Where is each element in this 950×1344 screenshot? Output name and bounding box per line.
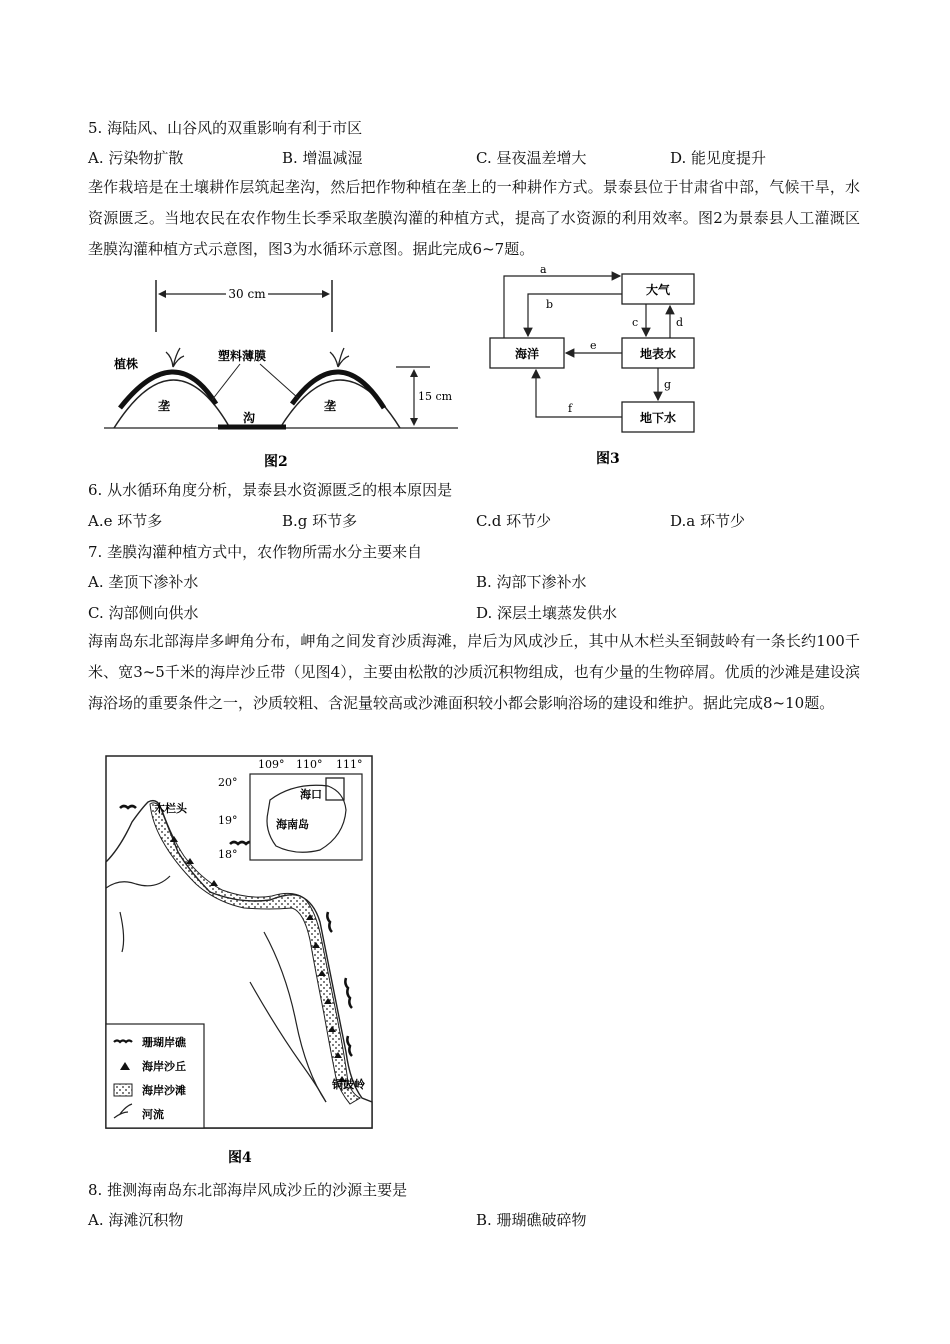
figure-4-hainan-map <box>100 752 390 1172</box>
q7-stem: 7. 垄膜沟灌种植方式中，农作物所需水分主要来自 <box>88 543 423 561</box>
q6-option-b: B.g 环节多 <box>282 512 358 530</box>
q6-option-a: A.e 环节多 <box>88 512 163 530</box>
ridge-label-right: 垄 <box>324 399 337 413</box>
q6-stem: 6. 从水循环角度分析，景泰县水资源匮乏的根本原因是 <box>88 481 453 499</box>
q7-option-c: C. 沟部侧向供水 <box>88 604 199 622</box>
atmosphere-label: 大气 <box>645 283 671 297</box>
lat-label-18: 18° <box>218 848 238 861</box>
legend-coral-reef: 珊瑚岸礁 <box>142 1036 186 1049</box>
figure-3-caption: 图3 <box>596 451 620 467</box>
furrow-label: 沟 <box>243 411 256 425</box>
place-mulantou: 木栏头 <box>154 802 187 815</box>
arrow-a-label: a <box>540 264 547 276</box>
figure-4-caption: 图4 <box>228 1150 252 1166</box>
ocean-label: 海洋 <box>514 347 540 361</box>
q8-stem: 8. 推测海南岛东北部海岸风成沙丘的沙源主要是 <box>88 1181 408 1199</box>
q5-option-a: A. 污染物扩散 <box>88 149 184 167</box>
place-tongguling: 铜鼓岭 <box>332 1078 365 1091</box>
width-label: 30 cm <box>228 287 266 301</box>
passage-hainan-coast: 海南岛东北部海岸多岬角分布，岬角之间发育沙质海滩，岸后为风成沙丘，其中从木栏头至铜鼓岭有一条长约100千米、宽3~5千米的海岸沙丘带（见图4），主要由松散的沙质沉积物组成，也有少量的生物碎屑。优质的沙滩是建设滨海浴场的重要条件之一，沙质较粗、含泥量较高或沙滩面积较小都会影响浴场的建设和维护。据此完成8~10题。 <box>88 632 860 712</box>
lat-label-19: 19° <box>218 814 238 827</box>
groundwater-label: 地下水 <box>639 411 677 425</box>
q5-option-b: B. 增温减湿 <box>282 149 363 167</box>
arrow-c-label: c <box>632 316 639 329</box>
q7-option-a: A. 垄顶下渗补水 <box>88 573 199 591</box>
height-label: 15 cm <box>418 390 453 403</box>
q7-option-d: D. 深层土壤蒸发供水 <box>476 604 618 622</box>
legend-coastal-dune: 海岸沙丘 <box>142 1060 186 1073</box>
inset-city-label: 海口 <box>300 788 322 801</box>
lon-label-109: 109° <box>258 758 285 771</box>
legend-river: 河流 <box>142 1108 164 1121</box>
lon-label-110: 110° <box>296 758 323 771</box>
lon-label-111: 111° <box>336 758 363 771</box>
inset-island-label: 海南岛 <box>276 818 309 831</box>
ridge-label-left: 垄 <box>158 399 171 413</box>
q5-option-d: D. 能见度提升 <box>670 149 767 167</box>
figure-2-ridge-diagram <box>100 272 460 472</box>
arrow-b-label: b <box>546 298 554 311</box>
surface-water-label: 地表水 <box>639 347 677 361</box>
q7-option-b: B. 沟部下渗补水 <box>476 573 587 591</box>
film-label: 塑料薄膜 <box>218 349 267 363</box>
q6-option-d: D.a 环节少 <box>670 512 745 530</box>
figure-3-water-cycle <box>484 264 704 474</box>
arrow-d-label: d <box>676 316 684 329</box>
figure-2-caption: 图2 <box>264 454 288 470</box>
passage-ridge-farming: 垄作栽培是在土壤耕作层筑起垄沟，然后把作物种植在垄上的一种耕作方式。景泰县位于甘肃省中部，气候干旱，水资源匮乏。当地农民在农作物生长季采取垄膜沟灌的种植方式，提高了水资源的利用效率。图2为景泰县人工灌溉区垄膜沟灌种植方式示意图，图3为水循环示意图。据此完成6~7题。 <box>88 178 860 258</box>
q5-stem: 5. 海陆风、山谷风的双重影响有利于市区 <box>88 119 363 137</box>
plant-label: 植株 <box>114 357 139 371</box>
arrow-g-label: g <box>664 378 672 391</box>
q5-option-c: C. 昼夜温差增大 <box>476 149 587 167</box>
arrow-f-label: f <box>568 402 573 415</box>
q8-option-a: A. 海滩沉积物 <box>88 1211 184 1229</box>
q6-option-c: C.d 环节少 <box>476 512 552 530</box>
arrow-e-label: e <box>590 339 597 352</box>
legend-beach: 海岸沙滩 <box>142 1084 186 1097</box>
q8-option-b: B. 珊瑚礁破碎物 <box>476 1211 587 1229</box>
lat-label-20: 20° <box>218 776 238 789</box>
